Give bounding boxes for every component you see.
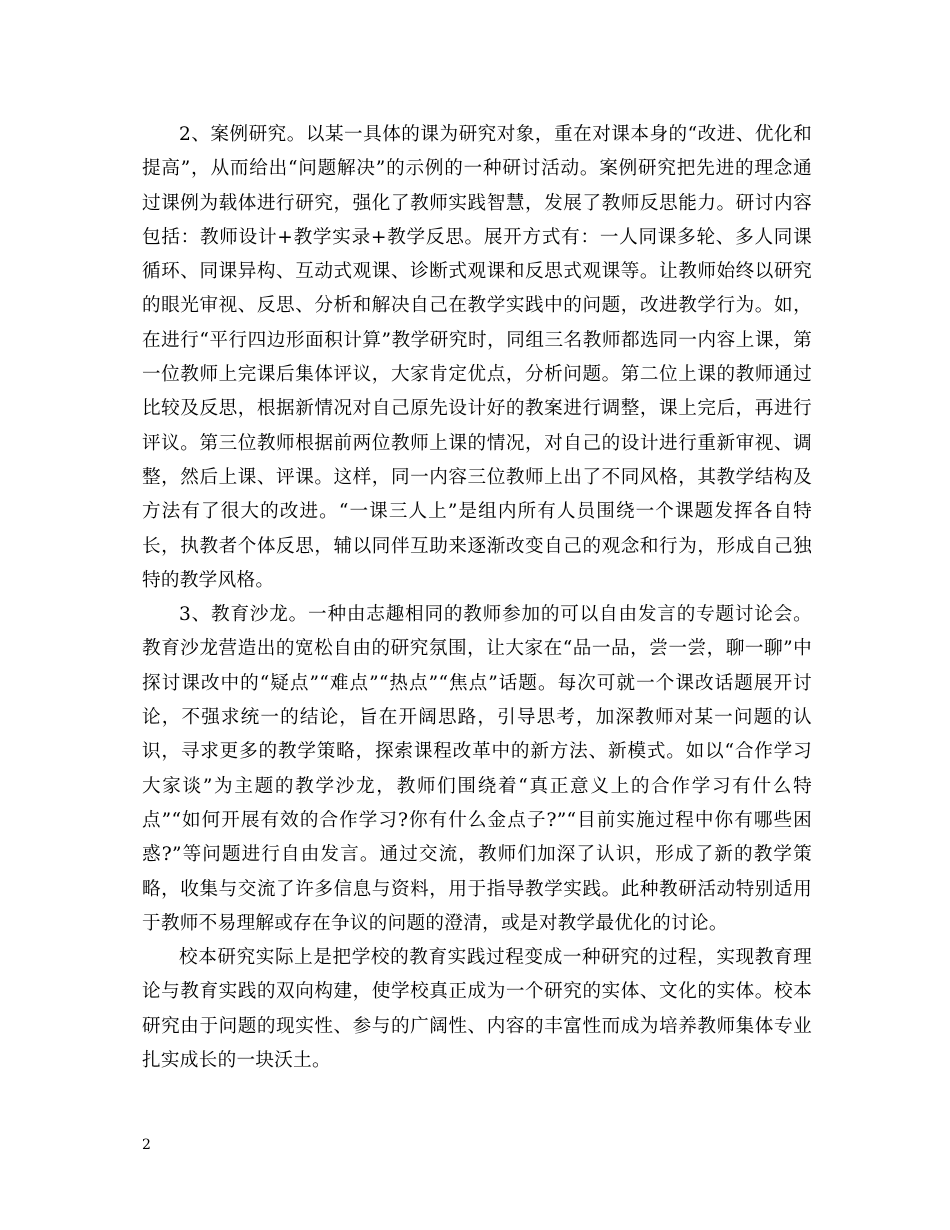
paragraph-education-salon: 3、教育沙龙。一种由志趣相同的教师参加的可以自由发言的专题讨论会。教育沙龙营造出的宽松自由的研究氛围，让大家在“品一品，尝一尝，聊一聊”中探讨课改中的“疑点”“难点”“热点”“焦点”话题。每次可就一个课改话题展开讨论，不强求统一的结论，旨在开阔思路，引导思考，加深教师对某一问题的认识，寻求更多的教学策略，探索课程改革中的新方法、新模式。如以“合作学习大家谈”为主题的教学沙龙，教师们围绕着“真正意义上的合作学习有什么特点”“如何开展有效的合作学习?你有什么金点子?”“目前实施过程中你有哪些困惑?”等问题进行自由发言。通过交流，教师们加深了认识，形成了新的教学策略，收集与交流了许多信息与资料，用于指导教学实践。此种教研活动特别适用于教师不易理解或存在争议的问题的澄清，或是对教学最优化的讨论。 bbox=[142, 604, 812, 934]
page-number: 2 bbox=[142, 1137, 151, 1153]
paragraph-conclusion: 校本研究实际上是把学校的教育实践过程变成一种研究的过程，实现教育理论与教育实践的双向构建，使学校真正成为一个研究的实体、文化的实体。校本研究由于问题的现实性、参与的广阔性、内容的丰富性而成为培养教师集体专业扎实成长的一块沃土。 bbox=[142, 947, 812, 1072]
body-text bbox=[142, 118, 812, 1078]
paragraph-case-study: 2、案例研究。以某一具体的课为研究对象，重在对课本身的“改进、优化和提高”，从而给出“问题解决”的示例的一种研讨活动。案例研究把先进的理念通过课例为载体进行研究，强化了教师实践智慧，发展了教师反思能力。研讨内容包括：教师设计+教学实录+教学反思。展开方式有：一人同课多轮、多人同课循环、同课异构、互动式观课、诊断式观课和反思式观课等。让教师始终以研究的眼光审视、反思、分析和解决自己在教学实践中的问题，改进教学行为。如，在进行“平行四边形面积计算”教学研究时，同组三名教师都选同一内容上课，第一位教师上完课后集体评议，大家肯定优点，分析问题。第二位上课的教师通过比较及反思，根据新情况对自己原先设计好的教案进行调整，课上完后，再进行评议。第三位教师根据前两位教师上课的情况，对自己的设计进行重新审视、调整，然后上课、评课。这样，同一内容三位教师上出了不同风格，其教学结构及方法有了很大的改进。“一课三人上”是组内所有人员围绕一个课题发挥各自特长，执教者个体反思，辅以同伴互助来逐渐改变自己的观念和行为，形成自己独特的教学风格。 bbox=[142, 124, 812, 591]
